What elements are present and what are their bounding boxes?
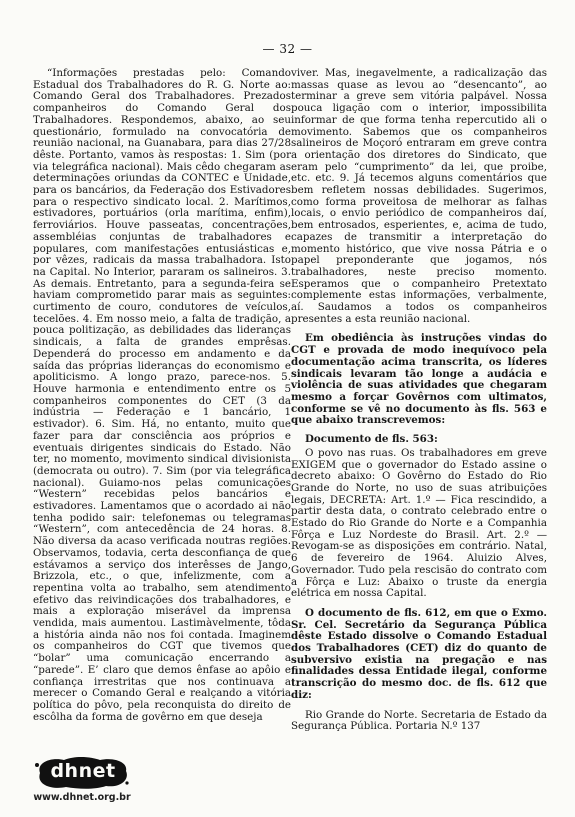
dhnet-logo [30, 756, 130, 806]
left-column [33, 68, 291, 723]
logo-url: www.dhnet.org.br [33, 792, 131, 803]
right-column [291, 68, 547, 733]
continuation-paragraph: viver. Mas, inegavelmente, a radicalização das massas quase as levou ao “desencanto”, ao terminar a greve sem vitória palpável. Nossa pouca ligação com o interior, impossibilita informar de que forma tenha repercutido ali o movimento. Sabemos que os companheiros salineiros de Moçoró entraram em greve contra a orientação dos diretores do Sindicato, que eram pelo “cumprimento” da lei, que proibe, etc. etc. 9. Já tecemos alguns comentários que bem refletem nossas debilidades. Sugerimos, como forma proveitosa de melhorar as falhas locais, o envio periódico de companheiros daí, bem entrosados, esperientes, e, acima de tudo, capazes de transmitir a interpretação do momento histórico, que vive nossa Pátria e o papel preponderante que jogamos, nós trabalhadores, neste preciso momento. Esperamos que o companheiro Pretextato complemente estas informações, verbalmente, aí. Saudamos a todos os companheiros presentes a esta reunião nacional. [291, 67, 547, 325]
document-612-paragraph: O documento de fls. 612, em que o Exmo. Sr. Cel. Secretário da Segurança Pública dêste Estado dissolve o Comando Estadual dos Trabalhadores (CET) diz do quanto de subversivo existia na pregação e nas finalidades dessa Entidade ilegal, conforme transcrição do mesmo doc. de fls. 612 que diz: [291, 606, 547, 701]
logo-text: dhnet [50, 760, 116, 782]
document-563-heading: Documento de fls. 563: [305, 433, 438, 446]
document-612-body: Rio Grande do Norte. Secretaria de Estado da Segurança Pública. Portaria N.º 137 [291, 708, 547, 733]
document-563-body: O povo nas ruas. Os trabalhadores em greve EXIGEM que o governador do Estado assine o decreto abaixo: O Govêrno do Estado do Rio Grande do Norte, no uso de suas atribuições legais, DECRETA: Art. 1.º — Fica rescindido, a partir desta data, o contrato celebrado entre o Estado do Rio Grande do Norte e a Companhia Fôrça e Luz Nordeste do Brasil. Art. 2.º — Revogam-se as disposições em contrário. Natal, 6 de fevereiro de 1964. Aluizio Alves, Governador. Tudo pela rescisão do contrato com a Fôrça e Luz: Abaixo o truste da energia elétrica em nossa Capital. [291, 446, 547, 600]
page-number: — 32 — [262, 42, 313, 56]
informacoes-paragraph: “Informações prestadas pelo: Comando Estadual dos Trabalhadores do R. G. Norte ao: Comando Geral dos Trabalhadores. Prezados companheiros do Comando Geral dos Trabalhadores. Respondemos, abaixo, ao seu questionário, formulado na convocatória de reunião nacional, na Guanabara, para dias 27/28 dêste. Portanto, vamos às respostas: 1. Sim (por via telegráfica nacional). Mais cêdo chegaram as determinações oriundas da CONTEC e Unidade, para os bancários, da Federação dos Estivadores para o respectivo sindicato local. 2. Marítimos, estivadores, portuários (orla marítima, enfim), ferroviários. Houve passeatas, concentrações, assembléias conjuntas de trabalhadores e populares, com manifestações entusiásticas e, por vêzes, radicais da massa trabalhadora. Isto na Capital. No Interior, pararam os salineiros. 3. As demais. Entretanto, para a segunda-feira se haviam comprometido parar mais as seguintes: curtimento de couro, condutores de veículos, tecelões. 4. Em nosso meio, a falta de tradição, a pouca politização, as debilidades das lideranças sindicais, a falta de grandes emprêsas. Dependerá do processo em andamento e da saída das próprias lideranças do economismo e apoliticismo. A longo prazo, parece-nos. 5. Houve harmonia e entendimento entre os 5 companheiros componentes do CET (3 da indústria — Federação e 1 bancário, 1 estivador). 6. Sim. Há, no entanto, muito que fazer para dar consciência aos próprios e eventuais dirigentes sindicais do Estado. Não ter, no momento, movimento sindical divisionista (democrata ou outro). 7. Sim (por via telegráfica nacional). Guiamo-nos pelas comunicações “Western” recebidas pelos bancários e estivadores. Lamentamos que o acordado ai não tenha podido sair: telefonemas ou telegramas “Western”, com antecedência de 24 horas. 8. Não diversa da acaso verificada noutras regiões. Observamos, todavia, certa desconfiança de que estávamos a serviço dos interêsses de Jango, Brizzola, etc., o que, infelizmente, com a repentina volta ao trabalho, sem atendimento efetivo das reivindicações dos trabalhadores, e mais a exploração miserável da imprensa vendida, mais aumentou. Lastimàvelmente, tôda a história ainda não nos foi contada. Imaginem os companheiros do CGT que tivemos que “bolar” uma comunicação encerrando a “parede”. E’ claro que demos ênfase ao apôio e confiança irrestritas que nos continuava a merecer o Comando Geral e realçando a vitória política do pôvo, pela reconquista do direito de escôlha da forma de govêrno em que deseja [33, 67, 291, 723]
obediencia-paragraph: Em obediência às instruções vindas do CGT e provada de modo inequívoco pela documentação acima transcrita, os líderes sindicais levaram tão longe a audácia e violência de suas atividades que chegaram mesmo a forçar Govêrnos com ultimatos, conforme se vê no documento às fls. 563 e que abaixo transcrevemos: [291, 332, 547, 427]
